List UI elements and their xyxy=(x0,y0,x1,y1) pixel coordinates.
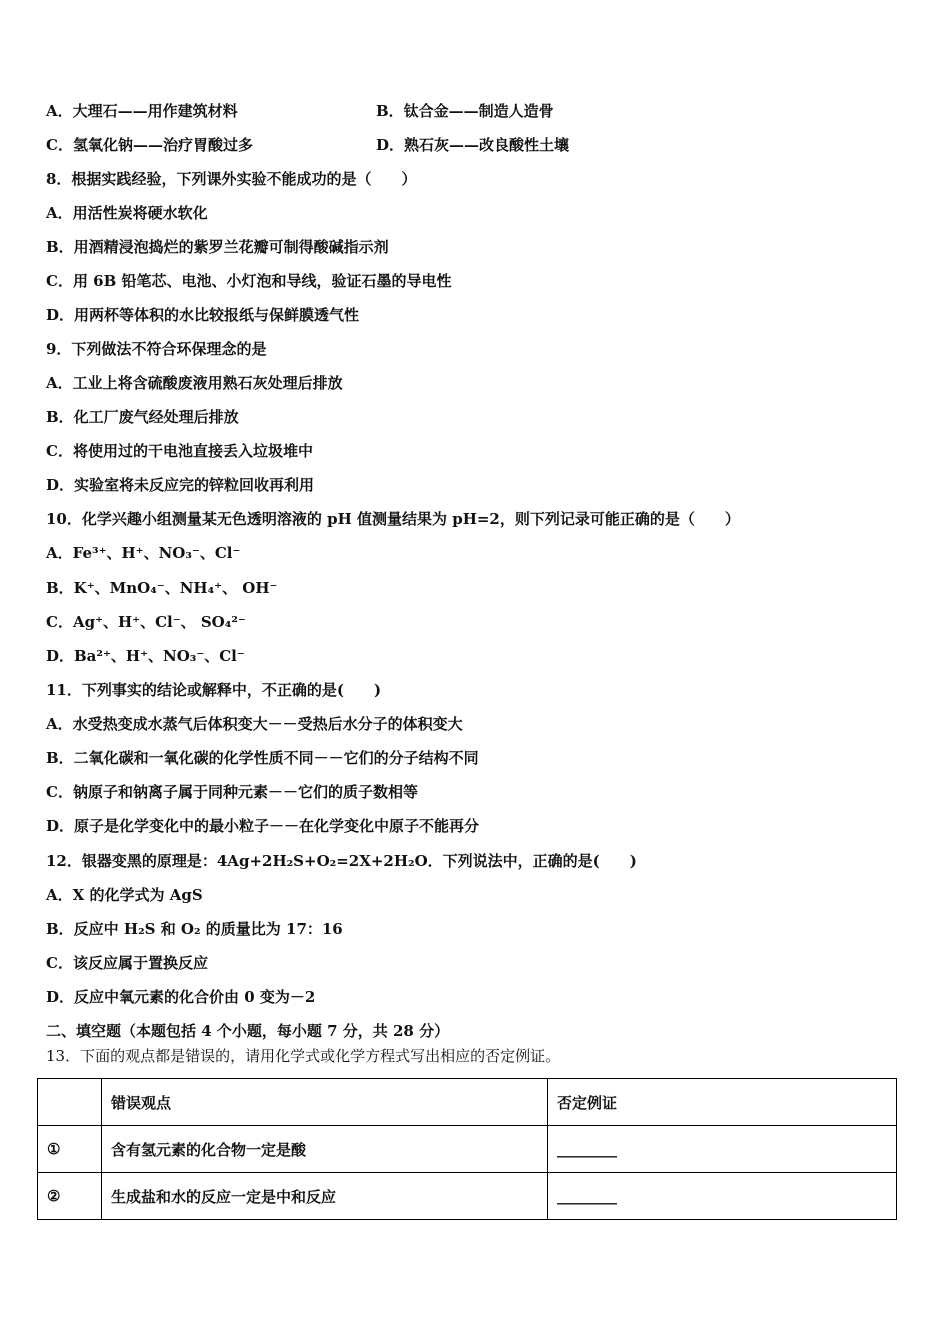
q12-option-d: D．反应中氧元素的化合价由 0 变为－2 xyxy=(46,988,316,1006)
q8-option-c: C．用 6B 铅笔芯、电池、小灯泡和导线，验证石墨的导电性 xyxy=(46,272,452,290)
q11-option-d: D．原子是化学变化中的最小粒子－－在化学变化中原子不能再分 xyxy=(46,817,480,835)
answer-blank[interactable]: ________ xyxy=(548,1173,897,1220)
table-row xyxy=(38,1126,897,1173)
answer-blank[interactable]: ________ xyxy=(548,1126,897,1173)
q11-option-c: C．钠原子和钠离子属于同种元素－－它们的质子数相等 xyxy=(46,783,418,801)
q8-stem: 8．根据实践经验，下列课外实验不能成功的是（ ） xyxy=(46,170,417,188)
q9-option-d: D．实验室将未反应完的锌粒回收再利用 xyxy=(46,476,315,494)
q10-option-a: A．Fe³⁺、H⁺、NO₃⁻、Cl⁻ xyxy=(46,544,241,562)
answer-table xyxy=(37,1078,897,1220)
q11-stem: 11．下列事实的结论或解释中，不正确的是( ) xyxy=(46,681,382,699)
q11-option-a: A．水受热变成水蒸气后体积变大－－受热后水分子的体积变大 xyxy=(46,715,463,733)
q13-stem: 13．下面的观点都是错误的，请用化学式或化学方程式写出相应的否定例证。 xyxy=(46,1047,561,1065)
section-title: 二、填空题（本题包括 4 个小题，每小题 7 分，共 28 分） xyxy=(46,1022,450,1040)
wrong-view: 生成盐和水的反应一定是中和反应 xyxy=(102,1173,548,1220)
q8-option-b: B．用酒精浸泡捣烂的紫罗兰花瓣可制得酸碱指示剂 xyxy=(46,238,389,256)
q12-option-b: B．反应中 H₂S 和 O₂ 的质量比为 17：16 xyxy=(46,920,343,938)
q9-stem: 9．下列做法不符合环保理念的是 xyxy=(46,340,267,358)
q9-option-c: C．将使用过的干电池直接丢入垃圾堆中 xyxy=(46,442,313,460)
q9-option-a: A．工业上将含硫酸废液用熟石灰处理后排放 xyxy=(46,374,343,392)
row-number: ① xyxy=(38,1126,102,1173)
q11-option-b: B．二氧化碳和一氧化碳的化学性质不同－－它们的分子结构不同 xyxy=(46,749,479,767)
q7-option-a: A．大理石——用作建筑材料 xyxy=(46,102,238,120)
q12-option-c: C．该反应属于置换反应 xyxy=(46,954,208,972)
table-header-cell: 错误观点 xyxy=(102,1079,548,1126)
q10-option-b: B．K⁺、MnO₄⁻、NH₄⁺、 OH⁻ xyxy=(46,579,278,597)
q7-option-d: D．熟石灰——改良酸性土壤 xyxy=(376,136,570,154)
q7-option-b: B．钛合金——制造人造骨 xyxy=(376,102,554,120)
q12-option-a: A．X 的化学式为 AgS xyxy=(46,886,203,904)
row-number: ② xyxy=(38,1173,102,1220)
table-header-row xyxy=(38,1079,897,1126)
q10-option-c: C．Ag⁺、H⁺、Cl⁻、 SO₄²⁻ xyxy=(46,613,246,631)
q8-option-d: D．用两杯等体积的水比较报纸与保鲜膜透气性 xyxy=(46,306,360,324)
q7-option-c: C．氢氧化钠——治疗胃酸过多 xyxy=(46,136,253,154)
table-header-cell xyxy=(38,1079,102,1126)
q8-option-a: A．用活性炭将硬水软化 xyxy=(46,204,208,222)
q10-stem: 10．化学兴趣小组测量某无色透明溶液的 pH 值测量结果为 pH=2，则下列记录可能正确的是（ ） xyxy=(46,510,740,528)
wrong-view: 含有氢元素的化合物一定是酸 xyxy=(102,1126,548,1173)
table-row xyxy=(38,1173,897,1220)
q10-option-d: D．Ba²⁺、H⁺、NO₃⁻、Cl⁻ xyxy=(46,647,245,665)
table-header-cell: 否定例证 xyxy=(548,1079,897,1126)
q12-stem: 12．银器变黑的原理是：4Ag+2H₂S+O₂=2X+2H₂O．下列说法中，正确的是( ) xyxy=(46,852,637,870)
q9-option-b: B．化工厂废气经处理后排放 xyxy=(46,408,239,426)
